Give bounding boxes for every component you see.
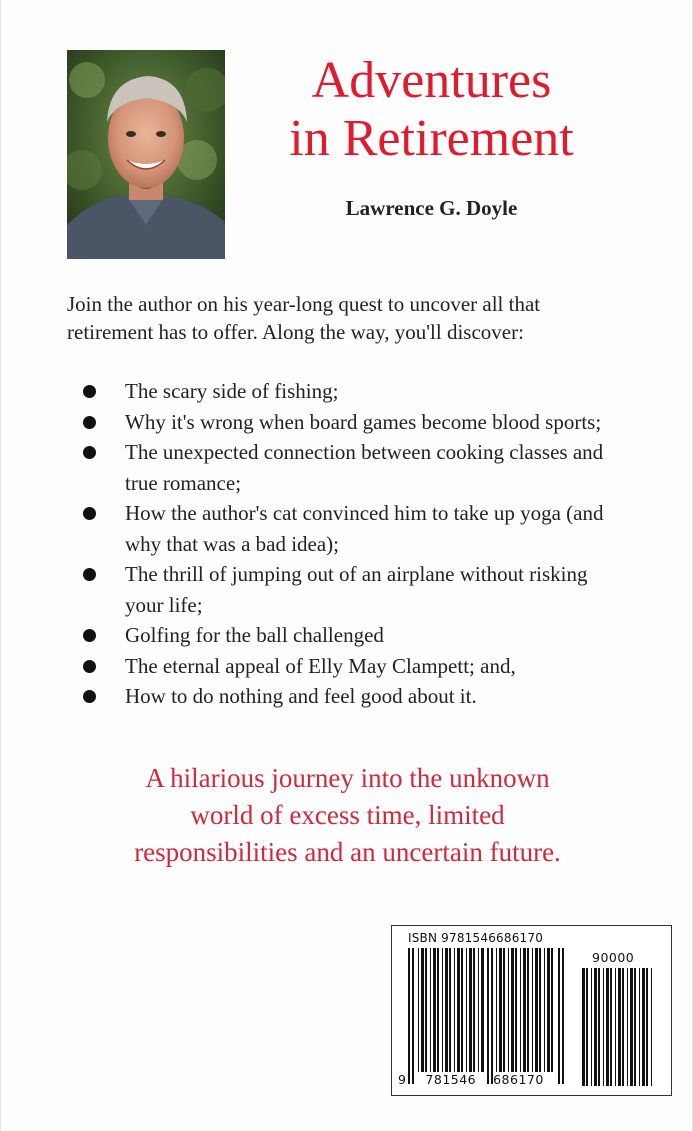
barcode-bar <box>544 948 545 1072</box>
barcode-bar <box>430 948 431 1072</box>
barcode-bar <box>639 968 640 1086</box>
list-item-text: The thrill of jumping out of an airplane without risking your life; <box>125 562 588 617</box>
barcode-bar <box>421 948 424 1072</box>
ean-lead-digit: 9 <box>398 1072 407 1087</box>
barcode-bar <box>615 968 616 1086</box>
barcode-bar <box>591 968 592 1086</box>
book-title-line1: Adventures <box>311 52 552 109</box>
barcode-bar <box>610 968 612 1086</box>
barcode-bar <box>503 948 505 1072</box>
barcode-bar <box>547 948 550 1072</box>
list-item <box>77 498 637 559</box>
intro-paragraph: Join the author on his year-long quest to uncover all that retirement has to offer. Along the way, you'll discover: <box>67 292 541 344</box>
list-item-text: How the author's cat convinced him to take up yoga (and why that was a bad idea); <box>125 501 604 556</box>
list-item <box>77 376 637 407</box>
barcode-guard-bar <box>408 948 410 1084</box>
barcode-bar <box>442 948 443 1072</box>
list-item-text: The unexpected connection between cooking classes and true romance; <box>125 440 604 495</box>
list-item <box>77 437 637 498</box>
list-item <box>77 681 637 712</box>
barcode-bar <box>630 968 633 1086</box>
barcode-bar <box>418 948 419 1072</box>
price-addon-digits: 90000 <box>592 950 635 965</box>
barcode-bar <box>461 948 463 1072</box>
barcode-bar <box>523 948 526 1072</box>
tagline <box>41 760 654 871</box>
barcode-bar <box>634 968 636 1086</box>
author-photo <box>67 50 225 259</box>
ean-right-digits: 686170 <box>493 1072 544 1087</box>
barcode-bar <box>527 948 529 1072</box>
bullet-icon <box>83 446 96 459</box>
bullet-icon <box>83 690 96 703</box>
barcode-bar <box>618 968 621 1086</box>
isbn-label: ISBN 9781546686170 <box>408 931 544 945</box>
tagline-line2: world of excess time, limited <box>190 800 505 830</box>
list-item-text: Golfing for the ball challenged <box>125 623 384 647</box>
list-item <box>77 559 637 620</box>
barcode-bar <box>535 948 538 1072</box>
barcode-bar <box>469 948 472 1072</box>
barcode-bar <box>586 968 588 1086</box>
list-item-text: How to do nothing and feel good about it. <box>125 684 477 708</box>
ean-left-digits: 781546 <box>425 1072 477 1087</box>
barcode-bar <box>598 968 600 1086</box>
list-item <box>77 651 637 682</box>
barcode-bar <box>627 968 628 1086</box>
barcode-bar <box>606 968 609 1086</box>
list-item-text: The eternal appeal of Elly May Clampett; and, <box>125 653 516 678</box>
barcode-bar <box>437 948 439 1072</box>
barcode-bar <box>499 948 502 1072</box>
feature-list <box>77 376 637 712</box>
bullet-icon <box>83 416 96 429</box>
barcode-guard-bar <box>562 948 564 1084</box>
barcode-bar <box>622 968 624 1086</box>
barcode-bar <box>651 968 652 1086</box>
bullet-icon <box>83 629 96 642</box>
barcode-bar <box>457 948 460 1072</box>
barcode-bar <box>539 948 541 1072</box>
barcode-bar <box>642 968 645 1086</box>
barcode-bar <box>511 948 514 1072</box>
barcode-bar <box>508 948 509 1072</box>
bullet-icon <box>83 385 96 398</box>
barcode-bar <box>481 948 484 1072</box>
author-portrait-image <box>67 50 225 259</box>
tagline-line1: A hilarious journey into the unknown <box>145 763 550 793</box>
barcode-bar <box>466 948 467 1072</box>
bullet-icon <box>83 568 96 581</box>
barcode-bar <box>515 948 517 1072</box>
barcode-bar <box>473 948 475 1072</box>
barcode-bar <box>454 948 455 1072</box>
barcode-guard-bar <box>558 948 560 1084</box>
bullet-icon <box>83 660 96 673</box>
barcode-bar <box>646 968 648 1086</box>
author-name: Lawrence G. Doyle <box>345 196 518 220</box>
barcode-guard-bar <box>491 948 493 1084</box>
barcode-bar <box>425 948 427 1072</box>
barcode-bar <box>433 948 436 1072</box>
list-item-text: The scary side of fishing; <box>125 379 339 403</box>
list-item <box>77 407 637 438</box>
barcode-bar <box>532 948 533 1072</box>
barcode-bar <box>551 948 553 1072</box>
ean-digits <box>398 1072 568 1087</box>
barcode-guard-bar <box>487 948 489 1084</box>
barcode-bar <box>496 948 497 1072</box>
tagline-line3: responsibilities and an uncertain future. <box>134 837 561 867</box>
list-item-text: Why it's wrong when board games become blood sports; <box>125 409 602 434</box>
list-item <box>77 620 637 651</box>
barcode-bar <box>520 948 521 1072</box>
barcode-bar <box>603 968 604 1086</box>
barcode-bar <box>449 948 451 1072</box>
isbn-barcode <box>391 925 672 1096</box>
barcode-bar <box>445 948 448 1072</box>
book-title-line2: in Retirement <box>289 110 574 167</box>
barcode-bar <box>594 968 597 1086</box>
barcode-bar <box>478 948 479 1072</box>
book-title <box>239 52 624 168</box>
barcode-bar <box>582 968 585 1086</box>
barcode-guard-bar <box>412 948 414 1084</box>
bullet-icon <box>83 507 96 520</box>
